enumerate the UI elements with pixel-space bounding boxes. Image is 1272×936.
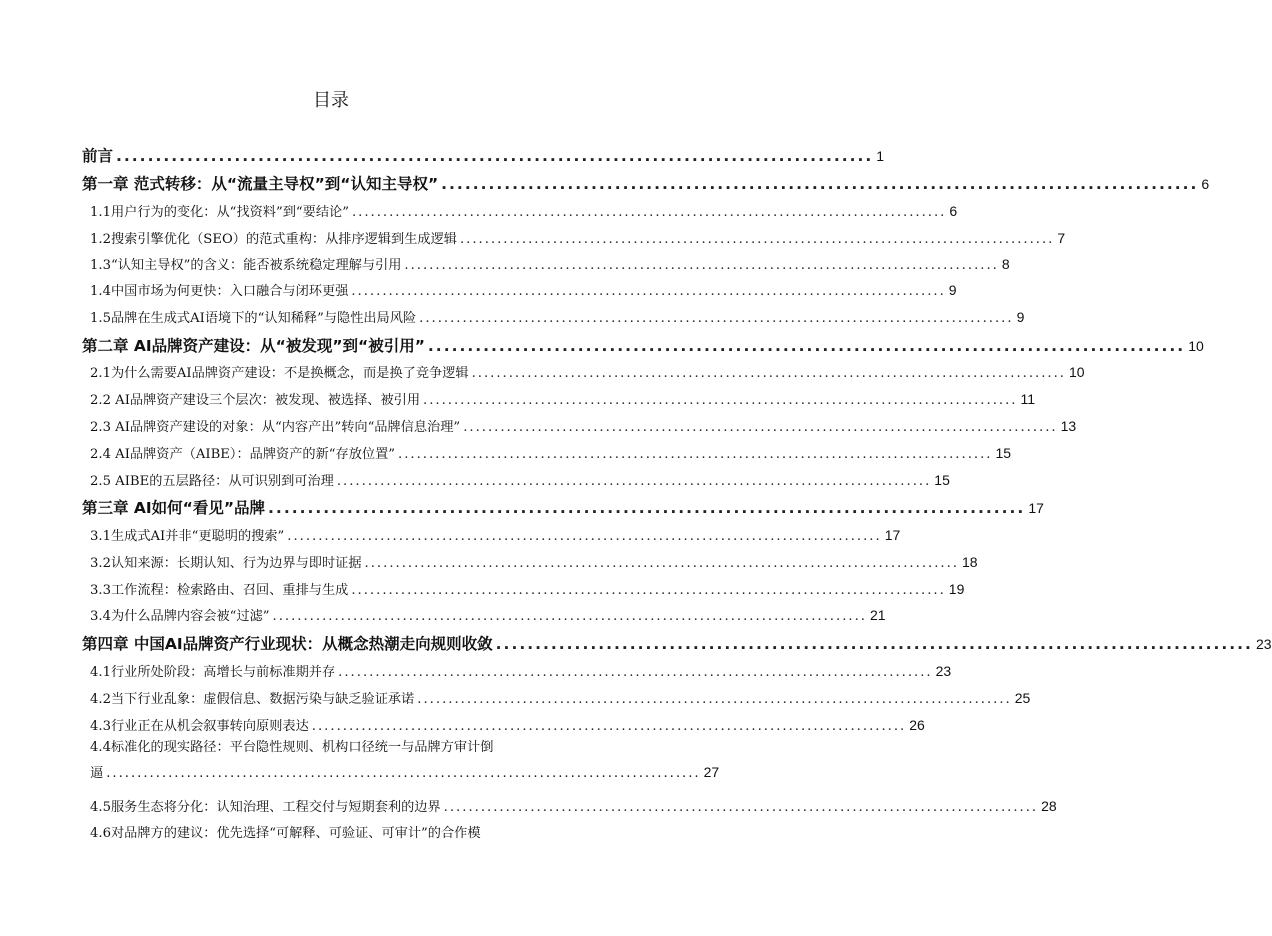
toc-entry-label: 第三章 AI如何“看见”品牌 xyxy=(82,499,266,517)
toc-page-number: 23 xyxy=(935,663,952,679)
leader-dots: ................................................................................................ xyxy=(106,766,701,781)
toc-entry-2-4[interactable] xyxy=(90,443,1012,462)
toc-entry-label: 前言 xyxy=(82,147,114,165)
leader-dots: ................................................................................................ xyxy=(427,337,1186,355)
toc-page-number: 28 xyxy=(1041,798,1057,814)
toc-entry-label: 3.3工作流程：检索路由、召回、重排与生成 xyxy=(90,583,349,598)
toc-entry-3-3[interactable] xyxy=(90,579,965,598)
toc-entry-4-2[interactable] xyxy=(90,688,1031,707)
toc-entry-3-4[interactable] xyxy=(90,605,886,624)
toc-entry-label: 1.1用户行为的变化：从“找资料”到“要结论” xyxy=(90,205,349,220)
toc-entry-2-2[interactable] xyxy=(90,389,1036,408)
leader-dots: ................................................................................................ xyxy=(338,665,933,680)
toc-entry-2-5[interactable] xyxy=(90,470,950,489)
leader-dots: ................................................................................................ xyxy=(495,635,1253,653)
toc-entry-chapter-2[interactable] xyxy=(82,334,1204,356)
toc-entry-label: 4.5服务生态将分化：认知治理、工程交付与短期套利的边界 xyxy=(90,800,441,815)
toc-page-number: 9 xyxy=(948,282,957,298)
leader-dots: ................................................................................................ xyxy=(463,420,1058,435)
toc-entry-label: 2.2 AI品牌资产建设三个层次：被发现、被选择、被引用 xyxy=(90,393,421,408)
toc-entry-4-6[interactable] xyxy=(90,822,582,841)
leader-dots: ................................................................................................ xyxy=(272,609,867,624)
leader-dots: ................................................................................................ xyxy=(311,719,907,734)
toc-page-number: 23 xyxy=(1255,636,1272,652)
toc-entry-label: 4.1行业所处阶段：高增长与前标准期并存 xyxy=(90,665,336,680)
toc-entry-label: 2.3 AI品牌资产建设的对象：从“内容产出”转向“品牌信息治理” xyxy=(90,420,461,435)
toc-page-number: 15 xyxy=(934,472,950,488)
toc-entry-label: 1.3“认知主导权”的含义：能否被系统稳定理解与引用 xyxy=(90,258,402,273)
toc-entry-4-4[interactable] xyxy=(90,736,720,786)
toc-entry-1-2[interactable] xyxy=(90,228,1066,247)
toc-page-number: 19 xyxy=(948,581,965,597)
leader-dots: ................................................................................................ xyxy=(351,284,946,299)
toc-heading: 目录 xyxy=(313,90,349,111)
leader-dots: ................................................................................................ xyxy=(336,474,932,489)
toc-page-number: 6 xyxy=(949,203,958,219)
toc-entry-label: 2.1为什么需要AI品牌资产建设：不是换概念，而是换了竞争逻辑 xyxy=(90,366,469,381)
toc-entry-label: 第二章 AI品牌资产建设：从“被发现”到“被引用” xyxy=(82,337,425,355)
toc-page-number: 9 xyxy=(1016,309,1025,325)
leader-dots: ................................................................................................ xyxy=(443,800,1039,815)
toc-entry-4-1[interactable] xyxy=(90,661,952,680)
leader-dots: ................................................................................................ xyxy=(417,692,1012,707)
leader-dots: ................................................................................................ xyxy=(116,147,874,165)
leader-dots: ................................................................................................ xyxy=(351,583,946,598)
toc-page-number: 21 xyxy=(869,607,886,623)
toc-entry-label: 3.4为什么品牌内容会被“过滤” xyxy=(90,609,270,624)
toc-entry-label: 4.6对品牌方的建议：优先选择“可解释、可验证、可审计”的合作模 xyxy=(90,826,481,841)
toc-page-number: 17 xyxy=(884,527,901,543)
toc-entry-2-1[interactable] xyxy=(90,362,1085,381)
leader-dots: ................................................................................................ xyxy=(404,258,999,273)
toc-entry-label: 3.1生成式AI并非“更聪明的搜索” xyxy=(90,529,285,544)
toc-page-number: 7 xyxy=(1057,230,1066,246)
toc-entry-label: 第一章 范式转移：从“流量主导权”到“认知主导权” xyxy=(82,175,439,193)
leader-dots: ................................................................................................ xyxy=(459,232,1055,247)
toc-entry-1-4[interactable] xyxy=(90,280,957,299)
toc-entry-chapter-3[interactable] xyxy=(82,496,1044,518)
toc-entry-label: 2.4 AI品牌资产（AIBE）：品牌资产的新“存放位置” xyxy=(90,447,396,462)
toc-entry-chapter-1[interactable] xyxy=(82,172,1210,194)
toc-page-number: 1 xyxy=(876,148,885,164)
toc-entry-preface[interactable] xyxy=(82,144,885,166)
toc-page-number: 15 xyxy=(995,445,1012,461)
toc-entry-4-5[interactable] xyxy=(90,796,1057,815)
toc-entry-label: 第四章 中国AI品牌资产行业现状：从概念热潮走向规则收敛 xyxy=(82,635,493,653)
toc-entry-1-1[interactable] xyxy=(90,201,958,220)
toc-entry-label: 2.5 AIBE的五层路径：从可识别到可治理 xyxy=(90,474,334,489)
toc-entry-3-1[interactable] xyxy=(90,525,901,544)
leader-dots: ................................................................................................ xyxy=(268,499,1026,517)
toc-entry-label: 4.4标准化的现实路径：平台隐性规则、机构口径统一与品牌方审计倒 xyxy=(90,740,494,755)
leader-dots: ................................................................................................ xyxy=(287,529,882,544)
toc-entry-label: 1.4中国市场为何更快：入口融合与闭环更强 xyxy=(90,284,349,299)
toc-entry-label: 4.3行业正在从机会叙事转向原则表达 xyxy=(90,719,309,734)
toc-entry-1-3[interactable] xyxy=(90,254,1010,273)
leader-dots: ................................................................................................ xyxy=(419,311,1014,326)
toc-page-number: 13 xyxy=(1060,418,1077,434)
toc-entry-label-continued: 逼 xyxy=(90,766,104,781)
toc-page-number: 10 xyxy=(1069,364,1085,380)
toc-entry-chapter-4[interactable] xyxy=(82,632,1272,654)
toc-page-number: 27 xyxy=(703,764,720,780)
toc-entry-1-5[interactable] xyxy=(90,307,1025,326)
toc-entry-label: 1.5品牌在生成式AI语境下的“认知稀释”与隐性出局风险 xyxy=(90,311,417,326)
leader-dots: ................................................................................................ xyxy=(398,447,993,462)
toc-entry-label: 4.2当下行业乱象：虚假信息、数据污染与缺乏验证承诺 xyxy=(90,692,415,707)
leader-dots: ................................................................................................ xyxy=(351,205,947,220)
toc-page-number: 8 xyxy=(1001,256,1010,272)
toc-page-number: 25 xyxy=(1014,690,1031,706)
leader-dots: ................................................................................................ xyxy=(364,556,959,571)
toc-entry-4-3[interactable] xyxy=(90,715,925,734)
toc-page-number: 6 xyxy=(1201,176,1210,192)
leader-dots: ................................................................................................ xyxy=(423,393,1018,408)
toc-entry-label: 3.2认知来源：长期认知、行为边界与即时证据 xyxy=(90,556,362,571)
toc-entry-3-2[interactable] xyxy=(90,552,978,571)
toc-page-number: 17 xyxy=(1028,500,1044,516)
toc-entry-2-3[interactable] xyxy=(90,416,1077,435)
toc-entry-label: 1.2搜索引擎优化（SEO）的范式重构：从排序逻辑到生成逻辑 xyxy=(90,232,457,247)
toc-page-number: 26 xyxy=(909,717,925,733)
toc-page-number: 10 xyxy=(1188,338,1204,354)
toc-page-number: 11 xyxy=(1020,391,1036,407)
leader-dots: ................................................................................................ xyxy=(441,175,1199,193)
toc-page-number: 18 xyxy=(961,554,978,570)
leader-dots: ................................................................................................ xyxy=(471,366,1067,381)
